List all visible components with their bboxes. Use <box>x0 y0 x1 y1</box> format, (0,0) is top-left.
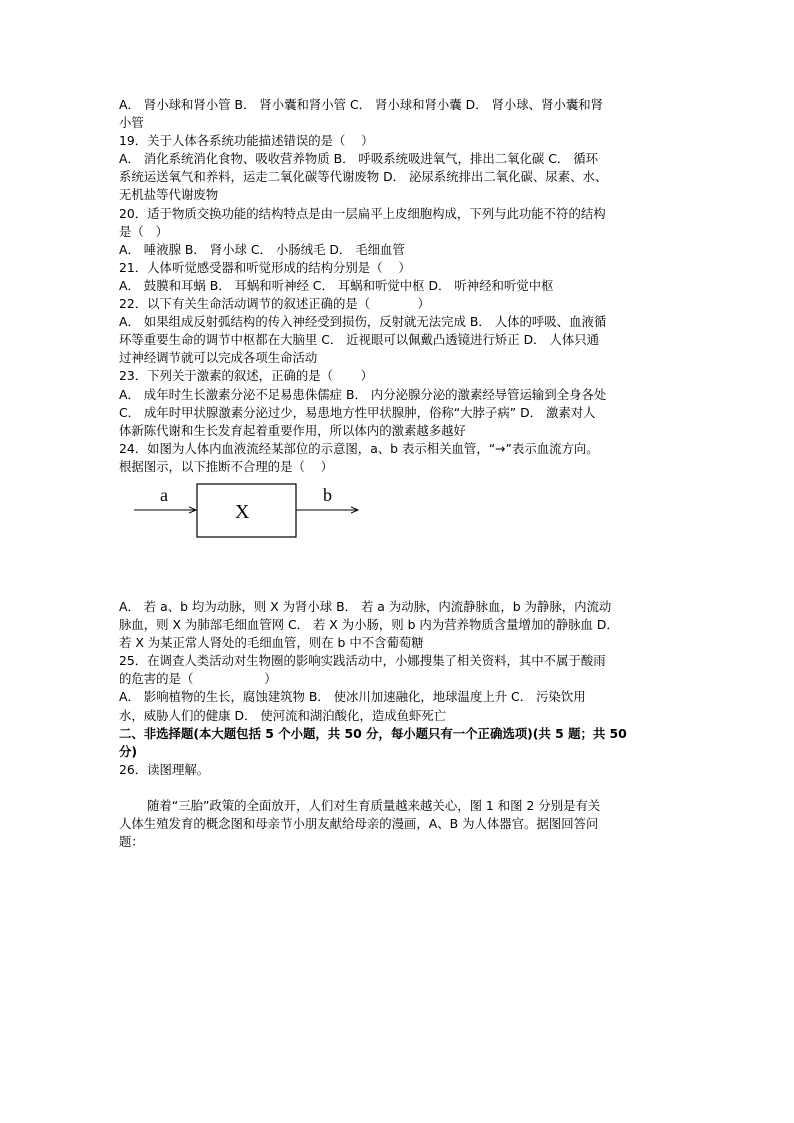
organ-x-label: X <box>235 500 250 523</box>
question-19: 19．关于人体各系统功能描述错误的是（ ） <box>119 133 374 149</box>
document-body <box>119 96 679 851</box>
q24-options-line-3: 若 X 为某正常人肾处的毛细血管，则在 b 中不含葡萄糖 <box>119 635 424 651</box>
question-25-line-2: 的危害的是（ ） <box>119 671 277 687</box>
q18-options-line-2: 小管 <box>119 115 144 131</box>
blood-flow-svg <box>134 482 394 562</box>
vessel-b-label: b <box>323 484 332 505</box>
question-24-line-1: 24．如图为人体内血液流经某部位的示意图，a、b 表示相关血管，“→”表示血流方向。 <box>119 440 599 456</box>
q23-options-line-2: C． 成年时甲状腺激素分泌过少，易患地方性甲状腺肿，俗称“大脖子病” D． 激素对人 <box>119 404 596 420</box>
q22-options-line-3: 过神经调节就可以完成各项生命活动 <box>119 350 318 366</box>
q19-options-line-2: 系统运送氧气和养料，运走二氧化碳等代谢废物 D． 泌尿系统排出二氧化碳、尿素、水、 <box>119 169 608 185</box>
q19-options-line-3: 无机盐等代谢废物 <box>119 187 219 203</box>
question-20-line-1: 20．适于物质交换功能的结构特点是由一层扁平上皮细胞构成，下列与此功能不符的结构 <box>119 205 606 221</box>
q24-options-line-2: 脉血，则 X 为肺部毛细血管网 C． 若 X 为小肠，则 b 内为营养物质含量增加的静脉血 D． <box>119 617 619 633</box>
spacer <box>119 779 679 797</box>
q20-options: A． 唾液腺 B． 肾小球 C． 小肠绒毛 D． 毛细血管 <box>119 241 405 257</box>
q23-options-line-3: 体新陈代谢和生长发育起着重要作用，所以体内的激素越多越好 <box>119 422 466 438</box>
question-22: 22．以下有关生命活动调节的叙述正确的是（ ） <box>119 296 430 312</box>
blood-flow-diagram <box>119 476 679 598</box>
section-2-heading-line-2: 分) <box>119 743 138 759</box>
section-2-heading-line-1: 二、非选择题(本大题包括 5 个小题，共 50 分，每小题只有一个正确选项)(共 5 题；共 50 <box>119 725 627 741</box>
q24-options-line-1: A． 若 a、b 均为动脉，则 X 为肾小球 B． 若 a 为动脉，内流静脉血，b 为静脉，内流动 <box>119 598 612 614</box>
q26-passage-line-1: 随着“三胎”政策的全面放开，人们对生育质量越来越关心，图 1 和图 2 分别是有关 <box>147 797 601 813</box>
q25-options-line-1: A． 影响植物的生长，腐蚀建筑物 B． 使冰川加速融化，地球温度上升 C． 污染饮用 <box>119 689 586 705</box>
q22-options-line-2: 环等重要生命的调节中枢都在大脑里 C． 近视眼可以佩戴凸透镜进行矫正 D． 人体只通 <box>119 332 600 348</box>
question-21: 21．人体听觉感受器和听觉形成的结构分别是（ ） <box>119 259 411 275</box>
q22-options-line-1: A． 如果组成反射弧结构的传入神经受到损伤，反射就无法完成 B． 人体的呼吸、血液循 <box>119 314 607 330</box>
q23-options-line-1: A． 成年时生长激素分泌不足易患侏儒症 B． 内分泌腺分泌的激素经导管运输到全身各处 <box>119 386 607 402</box>
q19-options-line-1: A． 消化系统消化食物、吸收营养物质 B． 呼吸系统吸进氧气，排出二氧化碳 C． 循环 <box>119 151 598 167</box>
q26-passage-line-3: 题： <box>119 834 144 850</box>
q26-passage-line-2: 人体生殖发育的概念图和母亲节小朋友献给母亲的漫画，A、B 为人体器官。据图回答问 <box>119 816 599 831</box>
q25-options-line-2: 水，威胁人们的健康 D． 使河流和湖泊酸化，造成鱼虾死亡 <box>119 707 447 723</box>
question-24-line-2: 根据图示，以下推断不合理的是（ ） <box>119 458 334 474</box>
q18-options-line-1: A． 肾小球和肾小管 B． 肾小囊和肾小管 C． 肾小球和肾小囊 D． 肾小球、肾小囊和肾 <box>119 97 604 112</box>
question-25-line-1: 25．在调查人类活动对生物圈的影响实践活动中，小娜搜集了相关资料，其中不属于酸雨 <box>119 653 606 669</box>
q21-options: A． 鼓膜和耳蜗 B． 耳蜗和听神经 C． 耳蜗和听觉中枢 D． 听神经和听觉中枢 <box>119 277 554 293</box>
question-26: 26．读图理解。 <box>119 761 210 777</box>
question-23: 23．下列关于激素的叙述，正确的是（ ） <box>119 368 373 384</box>
question-20-line-2: 是（ ） <box>119 223 168 239</box>
vessel-a-label: a <box>160 484 168 505</box>
